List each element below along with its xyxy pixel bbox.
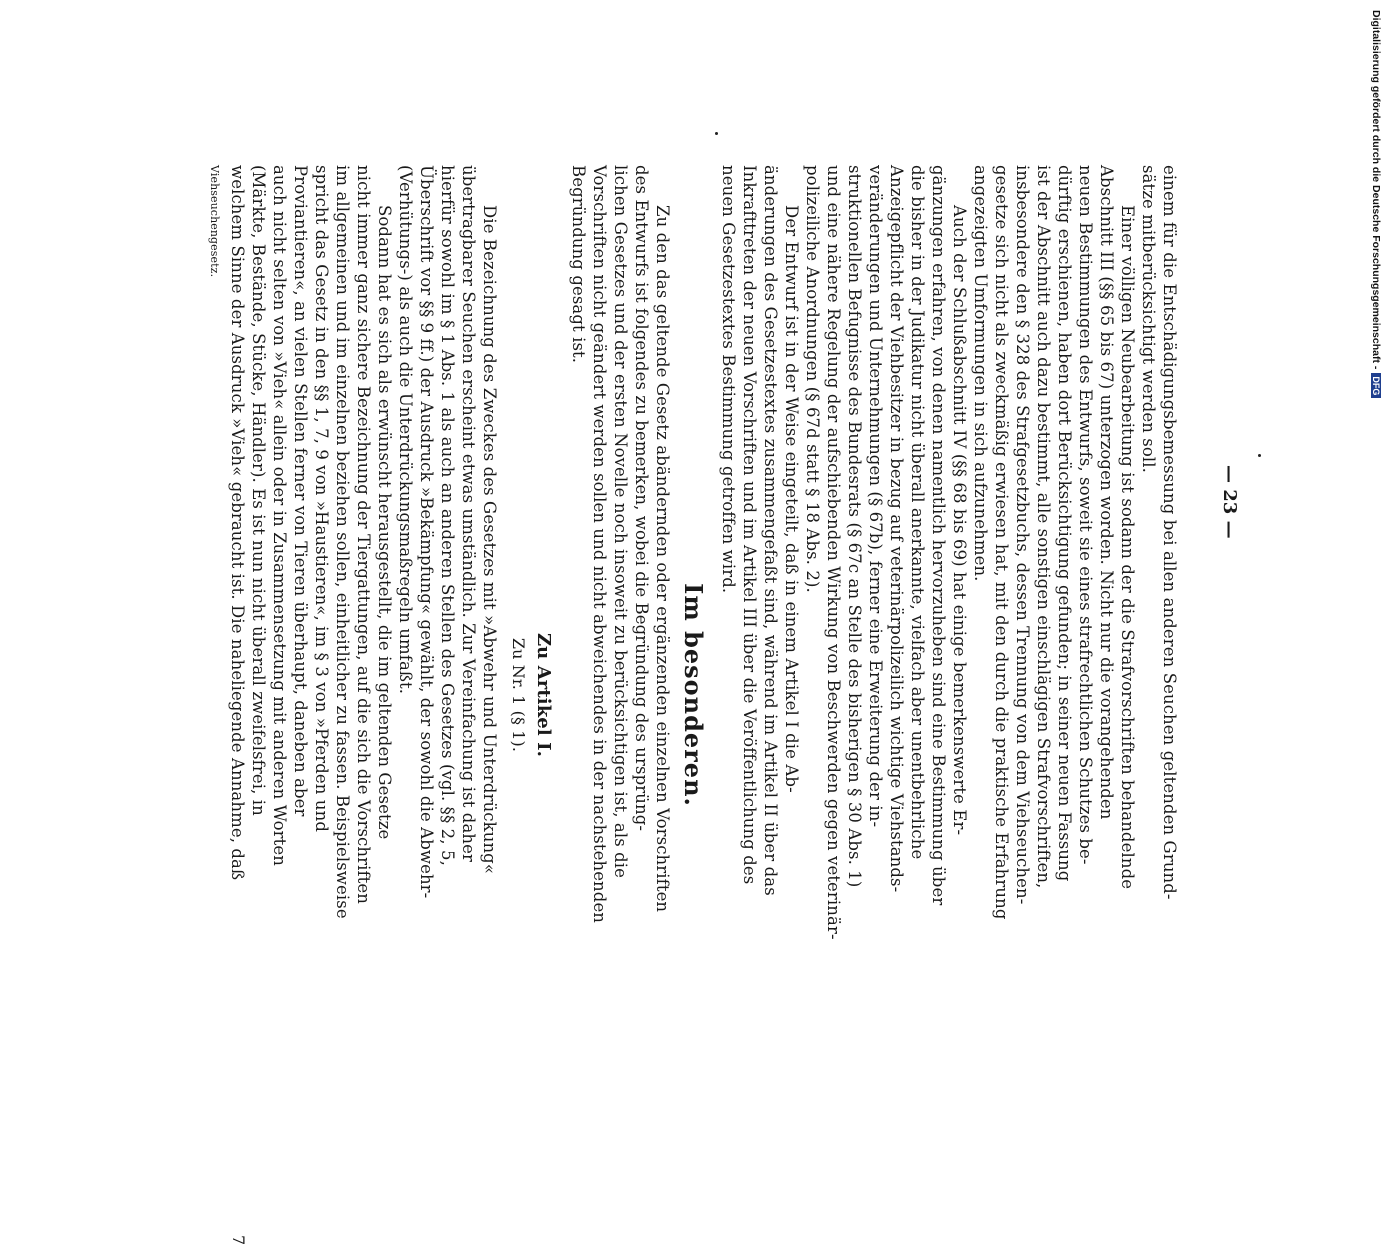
text-line: (Verhütungs-) als auch die Unterdrückungsmaßregeln umfaßt. bbox=[396, 165, 415, 695]
text-line: auch nicht selten von »Vieh« allein oder in Zusammensetzung mit anderen Worten bbox=[270, 165, 289, 866]
text-line: des Entwurfs ist folgendes zu bemerken, wobei die Begründung des ursprüng- bbox=[632, 165, 651, 832]
digitization-credit bbox=[1368, 10, 1382, 995]
text-line: einem für die Entschädigungsbemessung bei allen anderen Seuchen geltenden Grund- bbox=[1160, 165, 1179, 900]
text-line: dürftig erschienen, haben dort Berücksichtigung gefunden; in seiner neuen Fassung bbox=[1055, 165, 1074, 882]
text-line: (Märkte, Bestände, Stücke, Händler). Es ist nun nicht überall zweifelsfrei, in bbox=[249, 165, 268, 816]
text-line: polizeiliche Anordnungen (§ 67d statt § 18 Abs. 2). bbox=[803, 165, 822, 593]
text-line: Sodann hat es sich als erwünscht herausgestellt, die im geltenden Gesetze bbox=[375, 205, 394, 840]
text-line: die bisher in der Judikatur nicht überall anerkannte, vielfach aber unentbehrliche bbox=[908, 165, 927, 860]
text-line: sätze mitberücksichtigt werden soll. bbox=[1139, 165, 1158, 474]
text-line: hierfür sowohl im § 1 Abs. 1 als auch an anderen Stellen des Gesetzes (vgl. §§ 2, 5, bbox=[438, 165, 457, 866]
text-line: Abschnitt III (§§ 65 bis 67) unterzogen worden. Nicht nur die vorangehenden bbox=[1097, 165, 1116, 820]
section-heading: Im besonderen. bbox=[679, 583, 708, 807]
article-heading: Zu Artikel I. bbox=[533, 632, 554, 758]
text-line: im allgemeinen und im einzelnen beziehen sollen, einheitlicher zu fassen. Beispielsweise bbox=[333, 165, 352, 919]
text-line: Begründung gesagt ist. bbox=[569, 165, 588, 364]
text-line: gesetze sich nicht als zweckmäßig erwiesen hat, mit den durch die praktische Erfahrung bbox=[992, 165, 1011, 920]
text-line: übertragbarer Seuchen erscheint etwas umständlich. Zur Vereinfachung ist daher bbox=[459, 165, 478, 862]
text-line: Auch der Schlußabschnitt IV (§§ 68 bis 69) hat einige bemerkenswerte Er- bbox=[950, 205, 969, 836]
ink-dot bbox=[1258, 454, 1261, 457]
text-line: nicht immer ganz sichere Bezeichnung der Tiergattungen, auf die sich die Vorschriften bbox=[354, 165, 373, 905]
text-line: Der Entwurf ist in der Weise eingeteilt, daß in einem Artikel I die Ab- bbox=[782, 205, 801, 793]
text-line: Zu den das geltende Gesetz abändernden oder ergänzenden einzelnen Vorschriften bbox=[653, 205, 672, 913]
text-line: insbesondere den § 328 des Strafgesetzbuchs, dessen Trennung von dem Viehseuchen- bbox=[1013, 165, 1032, 905]
text-line: Proviantieren«, an vielen Stellen ferner von Tieren überhaupt, daneben aber bbox=[291, 165, 310, 817]
footnote: Viehseuchengesetz. bbox=[208, 165, 221, 278]
page-number: — 23 — bbox=[1219, 465, 1240, 539]
text-line: lichen Gesetzes und der ersten Novelle noch insoweit zu berücksichtigen ist, als die bbox=[611, 165, 630, 879]
text-line: Inkrafttreten der neuen Vorschriften und im Artikel III über die Veröffentlichung des bbox=[740, 165, 759, 885]
text-line: Die Bezeichnung des Zweckes des Gesetzes mit »Abwehr und Unterdrückung« bbox=[480, 205, 499, 875]
text-line: welchem Sinne der Ausdruck »Vieh« gebraucht ist. Die naheliegende Annahme, daß bbox=[228, 165, 247, 881]
text-line: gänzungen erfahren, von denen namentlich hervorzuheben sind eine Bestimmung über bbox=[929, 165, 948, 906]
text-line: neuen Gesetzestextes Bestimmung getroffen wird. bbox=[719, 165, 738, 594]
text-line: ist der Abschnitt auch dazu bestimmt, alle sonstigen einschlägigen Strafvorschriften, bbox=[1034, 165, 1053, 889]
text-line: Einer völligen Neubearbeitung ist sodann der die Strafvorschriften behandelnde bbox=[1118, 205, 1137, 890]
article-subheading: Zu Nr. 1 (§ 1). bbox=[509, 637, 528, 753]
text-line: und eine nähere Regelung der aufschiebenden Wirkung von Beschwerden gegen veterinär- bbox=[824, 165, 843, 940]
text-line: Vorschriften nicht geändert werden sollen und nicht abweichendes in der nachstehenden bbox=[590, 165, 609, 924]
text-line: struktionellen Befugnisse des Bundesrats (§ 67c an Stelle des bisherigen § 30 Abs. 1) bbox=[845, 165, 864, 888]
text-line: Überschrift vor §§ 9 ff.) der Ausdruck »Bekämpfung« gewählt, der sowohl die Abwehr- bbox=[417, 165, 436, 899]
text-line: änderungen des Gesetzestextes zusammengefaßt sind, während im Artikel II über das bbox=[761, 165, 780, 896]
text-line: Anzeigepflicht der Viehbesitzer in bezug auf veterinärpolizeilich wichtige Viehstands- bbox=[887, 165, 906, 893]
text-line: veränderungen und Unternehmungen (§ 67b), ferner eine Erweiterung der in- bbox=[866, 165, 885, 828]
dfg-logo: DFG bbox=[1371, 373, 1381, 398]
ink-dot bbox=[715, 132, 718, 135]
credit-text: Digitalisierung gefördert durch die Deutsche Forschungsgemeinschaft - bbox=[1370, 10, 1382, 370]
text-line: neuen Bestimmungen des Entwurfs, soweit sie eines strafrechtlichen Schutzes be- bbox=[1076, 165, 1095, 865]
main-text bbox=[204, 165, 1180, 1245]
signature-mark: 7 bbox=[229, 1235, 248, 1245]
text-line: angezeigten Umformungen in sich aufzunehmen. bbox=[971, 165, 990, 582]
rotated-page bbox=[0, 165, 1240, 1245]
text-line: spricht das Gesetz in den §§ 1, 7, 9 von »Haustieren«, im § 3 von »Pferden und bbox=[312, 165, 331, 832]
